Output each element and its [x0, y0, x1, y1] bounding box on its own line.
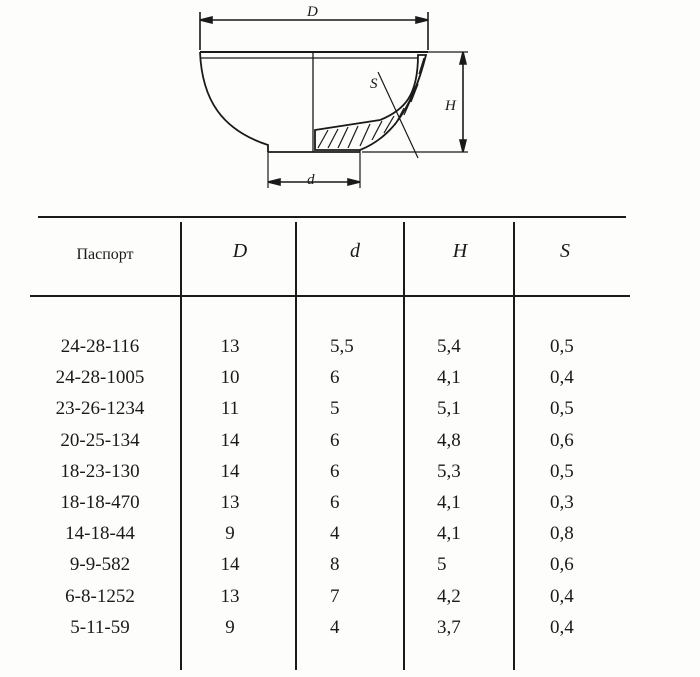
column-divider — [403, 222, 405, 670]
cell-D: 9 — [225, 523, 235, 545]
cell-d: 6 — [330, 492, 340, 513]
cell-d: 7 — [330, 585, 340, 607]
header-H: H — [452, 240, 468, 262]
cell-H: 5,1 — [437, 398, 461, 420]
cell-D: 14 — [220, 460, 240, 482]
cell-H: 5 — [437, 554, 447, 576]
cell-S: 0,4 — [550, 585, 574, 607]
cell-passport: 14-18-44 — [65, 523, 135, 545]
header-passport: Паспорт — [76, 246, 134, 263]
cell-passport: 23-26-1234 — [55, 398, 145, 420]
cell-d: 8 — [330, 554, 340, 576]
cell-d: 5,5 — [330, 336, 354, 357]
header-S: S — [560, 240, 570, 262]
cell-d: 6 — [330, 429, 340, 451]
cell-S: 0,4 — [550, 367, 574, 389]
cell-D: 9 — [225, 616, 235, 638]
cell-S: 0,4 — [550, 616, 574, 638]
cell-d: 5 — [330, 398, 340, 420]
cell-d: 6 — [330, 460, 340, 482]
cell-d: 6 — [330, 367, 340, 389]
cell-S: 0,8 — [550, 523, 574, 545]
cell-D: 11 — [220, 398, 240, 420]
cell-H: 4,1 — [437, 367, 461, 389]
cell-H: 4,8 — [437, 429, 461, 451]
cell-passport: 5-11-59 — [70, 616, 130, 638]
label-H: H — [445, 98, 456, 114]
cell-D: 14 — [220, 554, 240, 576]
cell-H: 5,4 — [437, 336, 461, 357]
column-divider — [513, 222, 515, 670]
label-D: D — [307, 4, 318, 20]
cell-S: 0,5 — [550, 460, 574, 482]
cell-d: 4 — [330, 523, 340, 545]
header-D: D — [232, 240, 248, 262]
label-S: S — [370, 76, 378, 92]
cell-passport: 24-28-1005 — [55, 367, 145, 389]
cell-S: 0,3 — [550, 492, 574, 513]
cell-H: 5,3 — [437, 460, 461, 482]
cell-H: 4,2 — [437, 585, 461, 607]
cell-D: 13 — [220, 585, 240, 607]
column-divider — [180, 222, 182, 670]
cell-H: 3,7 — [437, 616, 461, 638]
cell-D: 14 — [220, 429, 240, 451]
cell-d: 4 — [330, 616, 340, 638]
column-divider — [295, 222, 297, 670]
cell-S: 0,5 — [550, 336, 574, 357]
cell-passport: 20-25-134 — [60, 429, 140, 451]
table-header-rule — [30, 295, 630, 297]
label-d: d — [307, 172, 315, 188]
table-top-rule — [38, 216, 626, 218]
cell-H: 4,1 — [437, 523, 461, 545]
cell-H: 4,1 — [437, 492, 461, 513]
cell-passport: 6-8-1252 — [65, 585, 135, 607]
cell-D: 13 — [220, 492, 240, 513]
cell-S: 0,6 — [550, 429, 574, 451]
cell-passport: 18-18-470 — [60, 492, 140, 513]
cell-passport: 18-23-130 — [60, 460, 140, 482]
cell-D: 13 — [220, 336, 240, 357]
header-d: d — [350, 240, 360, 262]
cell-S: 0,6 — [550, 554, 574, 576]
cell-D: 10 — [220, 367, 240, 389]
cell-passport: 24-28-116 — [60, 336, 140, 357]
cell-passport: 9-9-582 — [69, 554, 131, 576]
cell-S: 0,5 — [550, 398, 574, 420]
